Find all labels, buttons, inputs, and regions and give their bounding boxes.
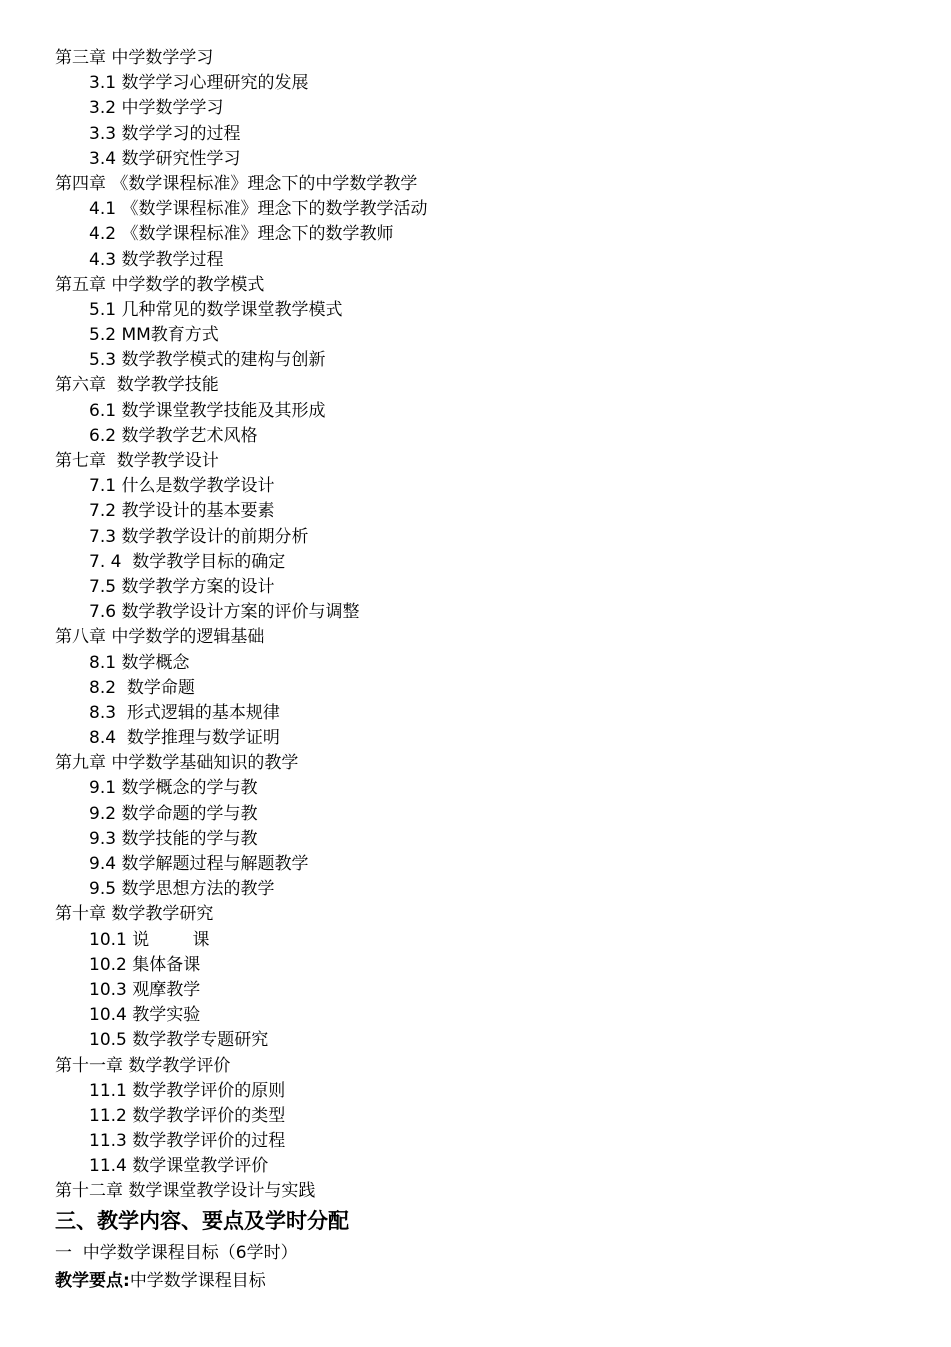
toc-chapter: 第十一章 数学教学评价 bbox=[55, 1055, 231, 1076]
toc-section: 4.2 《数学课程标准》理念下的数学教师 bbox=[89, 224, 394, 245]
toc-section: 7.2 教学设计的基本要素 bbox=[89, 501, 275, 522]
toc-section: 11.3 数学教学评价的过程 bbox=[89, 1131, 286, 1152]
toc-section: 5.2 MM教育方式 bbox=[89, 325, 219, 346]
toc-chapter: 第五章 中学数学的教学模式 bbox=[55, 274, 265, 295]
toc-section: 11.2 数学教学评价的类型 bbox=[89, 1105, 286, 1126]
toc-section: 7. 4 数学教学目标的确定 bbox=[89, 551, 286, 572]
toc-section: 7.5 数学教学方案的设计 bbox=[89, 576, 275, 597]
toc-section: 3.4 数学研究性学习 bbox=[89, 148, 241, 169]
toc-chapter: 第八章 中学数学的逻辑基础 bbox=[55, 627, 265, 648]
toc-section: 6.1 数学课堂教学技能及其形成 bbox=[89, 400, 326, 421]
toc-section: 7.6 数学教学设计方案的评价与调整 bbox=[89, 602, 360, 623]
toc-section: 3.3 数学学习的过程 bbox=[89, 123, 241, 144]
toc-section: 9.4 数学解题过程与解题教学 bbox=[89, 854, 309, 874]
toc-section: 4.3 数学教学过程 bbox=[89, 249, 224, 270]
toc-chapter: 第七章 数学教学设计 bbox=[55, 451, 219, 471]
toc-section: 10.5 数学教学专题研究 bbox=[89, 1030, 269, 1051]
toc-chapter: 第十二章 数学课堂教学设计与实践 bbox=[55, 1181, 316, 1202]
key-points-text: 中学数学课程目标 bbox=[129, 1271, 266, 1291]
toc-chapter: 第六章 数学教学技能 bbox=[55, 375, 219, 396]
toc-section: 11.4 数学课堂教学评价 bbox=[89, 1156, 269, 1177]
toc-section: 8.1 数学概念 bbox=[89, 652, 190, 673]
toc-chapter: 第九章 中学数学基础知识的教学 bbox=[55, 753, 299, 774]
section-heading: 三、教学内容、要点及学时分配 bbox=[55, 1209, 349, 1233]
toc-section: 3.2 中学数学学习 bbox=[89, 98, 224, 119]
toc-section: 8.4 数学推理与数学证明 bbox=[89, 728, 280, 749]
toc-section: 10.1 说 课 bbox=[89, 929, 210, 950]
table-of-contents bbox=[55, 46, 915, 1205]
subheading: 一 中学数学课程目标（6学时） bbox=[55, 1243, 298, 1263]
toc-section: 10.4 教学实验 bbox=[89, 1005, 201, 1026]
toc-section: 4.1 《数学课程标准》理念下的数学教学活动 bbox=[89, 199, 428, 220]
toc-chapter: 第十章 数学教学研究 bbox=[55, 904, 214, 925]
toc-chapter: 第三章 中学数学学习 bbox=[55, 48, 214, 68]
toc-section: 8.3 形式逻辑的基本规律 bbox=[89, 702, 280, 723]
toc-section: 10.2 集体备课 bbox=[89, 954, 201, 975]
toc-section: 5.1 几种常见的数学课堂教学模式 bbox=[89, 299, 343, 320]
toc-section: 9.3 数学技能的学与教 bbox=[89, 828, 258, 849]
toc-section: 7.1 什么是数学教学设计 bbox=[89, 476, 275, 497]
toc-section: 10.3 观摩教学 bbox=[89, 979, 201, 1000]
toc-section: 9.2 数学命题的学与教 bbox=[89, 803, 258, 824]
toc-section: 8.2 数学命题 bbox=[89, 677, 195, 698]
toc-section: 3.1 数学学习心理研究的发展 bbox=[89, 73, 309, 94]
key-points-label: 教学要点: bbox=[55, 1271, 130, 1291]
toc-section: 9.5 数学思想方法的教学 bbox=[89, 879, 275, 900]
toc-section: 5.3 数学教学模式的建构与创新 bbox=[89, 350, 326, 371]
toc-section: 9.1 数学概念的学与教 bbox=[89, 778, 258, 799]
toc-chapter: 第四章 《数学课程标准》理念下的中学数学教学 bbox=[55, 173, 418, 194]
toc-section: 11.1 数学教学评价的原则 bbox=[89, 1080, 286, 1101]
toc-section: 6.2 数学教学艺术风格 bbox=[89, 425, 258, 446]
key-points bbox=[55, 1268, 266, 1294]
toc-section: 7.3 数学教学设计的前期分析 bbox=[89, 526, 309, 547]
